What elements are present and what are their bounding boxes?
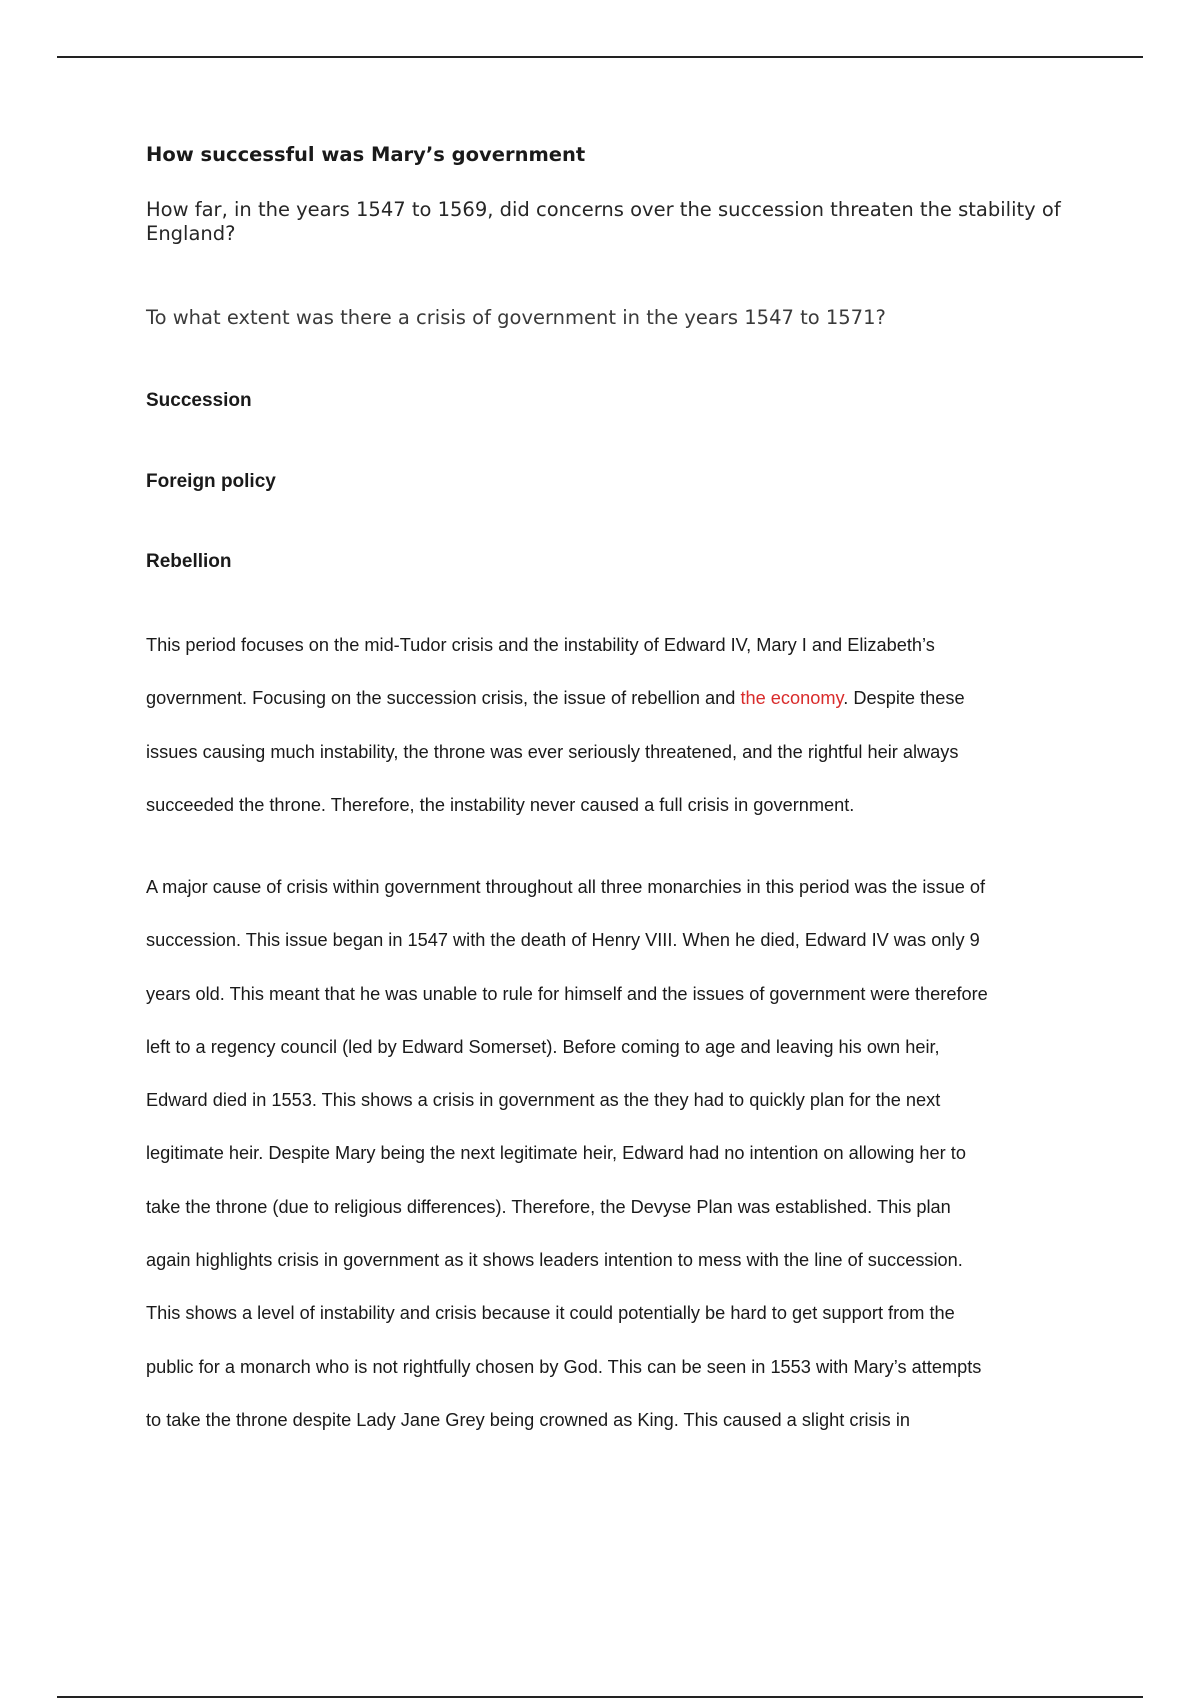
paragraph-line: This shows a level of instability and crisis because it could potentially be hard to get support from the: [146, 1303, 955, 1324]
paragraph-line: years old. This meant that he was unable to rule for himself and the issues of government were therefore: [146, 983, 988, 1004]
paragraph-line: to take the throne despite Lady Jane Grey being crowned as King. This caused a slight crisis in: [146, 1409, 910, 1430]
essay-question-2: To what extent was there a crisis of government in the years 1547 to 1571?: [146, 306, 886, 329]
paragraph-line: This period focuses on the mid-Tudor crisis and the instability of Edward IV, Mary I and Elizabeth’s: [146, 635, 935, 655]
body-paragraph: [146, 861, 1086, 1447]
top-rule: [57, 56, 1143, 58]
paragraph-line: succession. This issue began in 1547 with the death of Henry VIII. When he died, Edward IV was only 9: [146, 930, 980, 951]
paragraph-line: legitimate heir. Despite Mary being the next legitimate heir, Edward had no intention on allowing her to: [146, 1143, 966, 1164]
paragraph-line: public for a monarch who is not rightfully chosen by God. This can be seen in 1553 with Mary’s attempts: [146, 1356, 982, 1377]
paragraph-line: succeeded the throne. Therefore, the instability never caused a full crisis in government.: [146, 794, 855, 815]
intro-paragraph: [146, 619, 1086, 832]
paragraph-line: again highlights crisis in government as it shows leaders intention to mess with the line of succession.: [146, 1250, 963, 1271]
line-text: . Despite these: [843, 688, 965, 709]
paragraph-line: left to a regency council (led by Edward Somerset). Before coming to age and leaving his own heir,: [146, 1036, 940, 1057]
paragraph-line: A major cause of crisis within government throughout all three monarchies in this period was the issue of: [146, 877, 986, 897]
essay-question-1: How far, in the years 1547 to 1569, did concerns over the succession threaten the stability of England?: [146, 198, 1061, 245]
subheading-foreign-policy: Foreign policy: [146, 471, 276, 492]
document-title: How successful was Mary’s government: [146, 143, 586, 166]
subheading-rebellion: Rebellion: [146, 551, 232, 572]
paragraph-line: Edward died in 1553. This shows a crisis in government as the they had to quickly plan for the next: [146, 1090, 941, 1111]
bottom-rule: [57, 1696, 1143, 1698]
line-text: government. Focusing on the succession crisis, the issue of rebellion and: [146, 688, 741, 709]
paragraph-line: [146, 672, 1086, 725]
subheading-succession: Succession: [146, 390, 252, 411]
paragraph-line: issues causing much instability, the throne was ever seriously threatened, and the rightful heir always: [146, 741, 959, 762]
paragraph-line: take the throne (due to religious differences). Therefore, the Devyse Plan was established. This plan: [146, 1196, 951, 1217]
highlighted-phrase: the economy: [740, 688, 844, 709]
